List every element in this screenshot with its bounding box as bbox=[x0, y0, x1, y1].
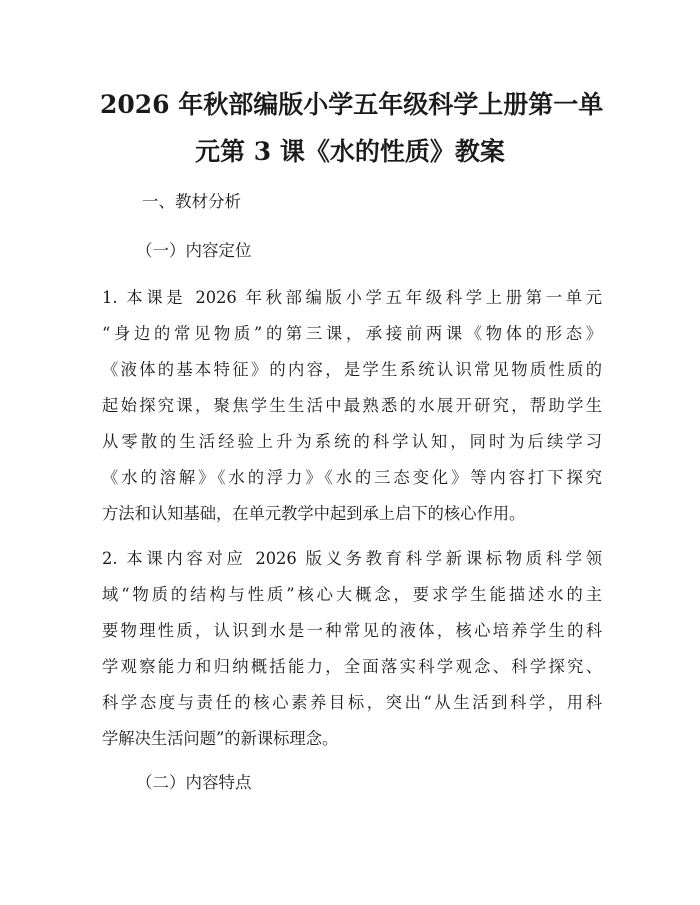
section-heading-teaching-material-analysis: 一、教材分析 bbox=[142, 192, 241, 211]
document-title-line-1: 2026 年秋部编版小学五年级科学上册第一单 bbox=[100, 90, 604, 119]
subsection-heading-content-characteristics: （二）内容特点 bbox=[136, 773, 252, 792]
paragraph-1-line-6: 《水的溶解》《水的浮力》《水的三态变化》等内容打下探究 bbox=[102, 468, 602, 487]
paragraph-2-line-1: 2. 本课内容对应 2026 版义务教育科学新课标物质科学领 bbox=[102, 549, 602, 568]
paragraph-1 bbox=[102, 288, 602, 524]
paragraph-2-line-3: 要物理性质，认识到水是一种常见的液体，核心培养学生的科 bbox=[102, 621, 602, 640]
paragraph-2-line-2: 域“物质的结构与性质”核心大概念，要求学生能描述水的主 bbox=[102, 585, 602, 604]
paragraph-1-line-1: 1. 本课是 2026 年秋部编版小学五年级科学上册第一单元 bbox=[102, 288, 602, 307]
paragraph-1-line-5: 从零散的生活经验上升为系统的科学认知，同时为后续学习 bbox=[102, 432, 602, 451]
paragraph-1-line-4: 起始探究课，聚焦学生生活中最熟悉的水展开研究，帮助学生 bbox=[102, 396, 602, 415]
paragraph-1-line-3: 《液体的基本特征》的内容，是学生系统认识常见物质性质的 bbox=[102, 360, 602, 379]
paragraph-1-line-7: 方法和认知基础，在单元教学中起到承上启下的核心作用。 bbox=[102, 504, 526, 523]
paragraph-1-line-2: “身边的常见物质”的第三课，承接前两课《物体的形态》 bbox=[102, 324, 602, 343]
paragraph-2-line-6: 学解决生活问题”的新课标理念。 bbox=[102, 729, 339, 748]
paragraph-2-line-4: 学观察能力和归纳概括能力，全面落实科学观念、科学探究、 bbox=[102, 657, 602, 676]
document-title-line-2: 元第 3 课《水的性质》教案 bbox=[195, 137, 505, 166]
paragraph-2-line-5: 科学态度与责任的核心素养目标，突出“从生活到科学，用科 bbox=[102, 693, 602, 712]
paragraph-2 bbox=[102, 549, 602, 749]
subsection-heading-content-positioning: （一）内容定位 bbox=[136, 241, 252, 260]
